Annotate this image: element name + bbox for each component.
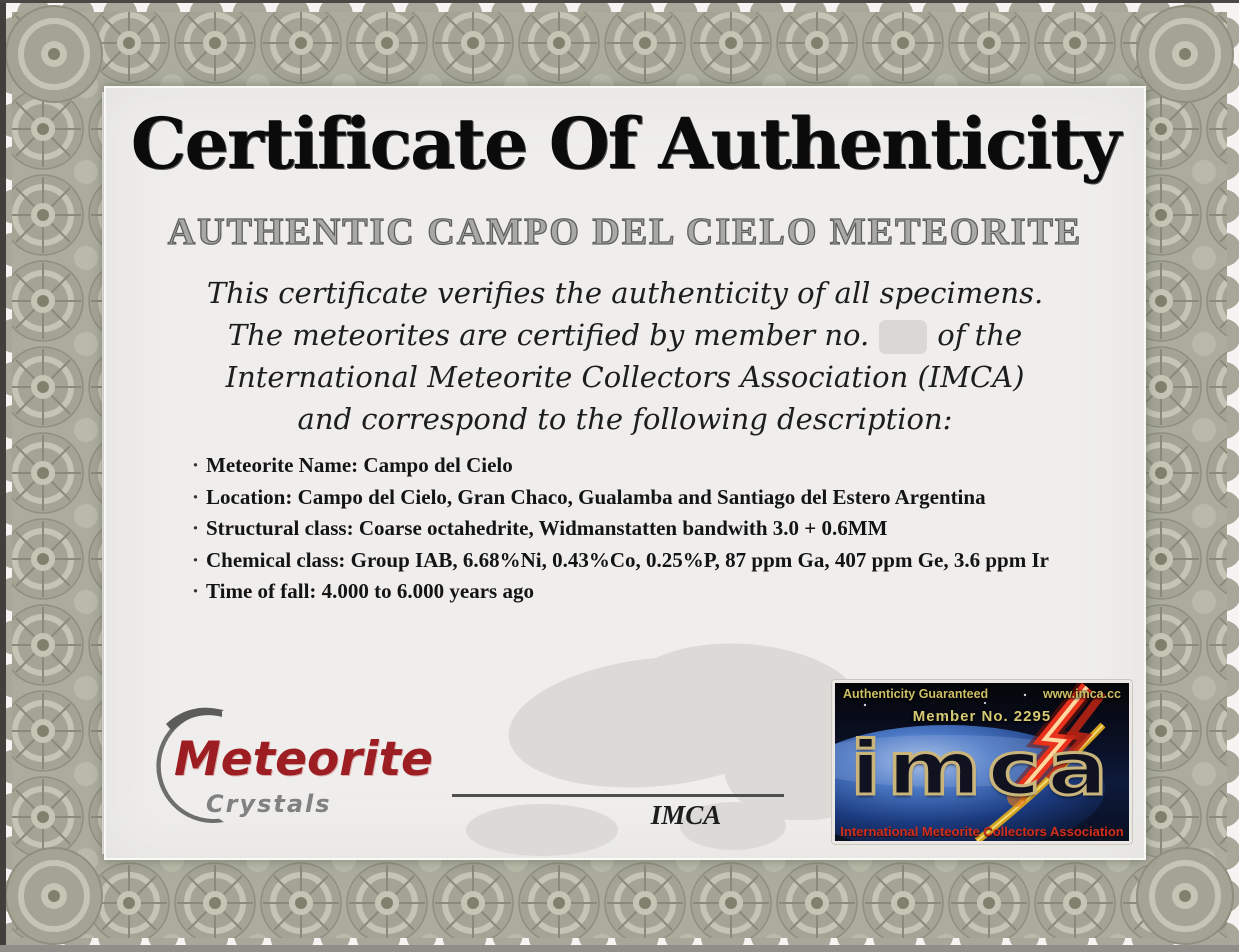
member-number-text: Member No. 2295 <box>912 708 1052 725</box>
detail-structural-class <box>192 513 1104 545</box>
detail-time-of-fall <box>192 576 1104 608</box>
intro-line-1: This certificate verifies the authenticity of all specimens. <box>206 276 1044 310</box>
imca-website-text: www.imca.cc <box>1042 687 1121 701</box>
intro-line-2-after: of the <box>937 318 1023 352</box>
bullet-dot: · <box>192 547 200 572</box>
bullet-dot: · <box>192 453 200 477</box>
meteorite-crystals-logo <box>130 694 490 844</box>
scan-edge-bottom <box>0 945 1239 952</box>
detail-chemical-class <box>192 545 1104 577</box>
intro-line-2-before: The meteorites are certified by member no. <box>227 318 870 352</box>
authenticity-guaranteed-text: Authenticity Guaranteed <box>843 687 989 701</box>
scan-edge-left <box>0 0 6 952</box>
detail-text: Time of fall: 4.000 to 6.000 years ago <box>206 579 534 603</box>
redacted-member-number <box>879 320 927 354</box>
detail-text: Meteorite Name: Campo del Cielo <box>206 453 513 477</box>
detail-text: Location: Campo del Cielo, Gran Chaco, Gualamba and Santiago del Estero Argentina <box>206 484 986 509</box>
association-name-text: International Meteorite Collectors Association <box>840 824 1124 839</box>
certificate-title: Certificate Of Authenticity <box>130 102 1120 185</box>
detail-location <box>192 482 1104 514</box>
bullet-dot: · <box>192 579 200 603</box>
logo-wordmark: Meteorite <box>174 732 433 787</box>
imca-wordmark: imca <box>850 726 1114 812</box>
meteorite-details-list <box>192 450 1104 608</box>
certificate-intro <box>146 272 1104 440</box>
bullet-dot: · <box>192 516 200 540</box>
imca-signature-label: IMCA <box>650 800 722 830</box>
scan-edge-top <box>0 0 1239 3</box>
signature-line <box>452 794 784 797</box>
bullet-dot: · <box>192 484 200 509</box>
logo-tagline: Crystals <box>206 790 332 818</box>
imca-badge <box>832 680 1132 844</box>
certificate-body <box>104 86 1146 860</box>
detail-meteorite-name <box>192 450 1104 482</box>
detail-text: Chemical class: Group IAB, 6.68%Ni, 0.43%Co, 0.25%P, 87 ppm Ga, 407 ppm Ge, 3.6 ppm Ir <box>206 547 1049 572</box>
intro-line-4: and correspond to the following description: <box>297 402 953 436</box>
detail-text: Structural class: Coarse octahedrite, Widmanstatten bandwith 3.0 + 0.6MM <box>206 516 888 540</box>
intro-line-3: International Meteorite Collectors Association (IMCA) <box>225 360 1025 394</box>
certificate-subtitle: AUTHENTIC CAMPO DEL CIELO METEORITE <box>167 211 1083 253</box>
